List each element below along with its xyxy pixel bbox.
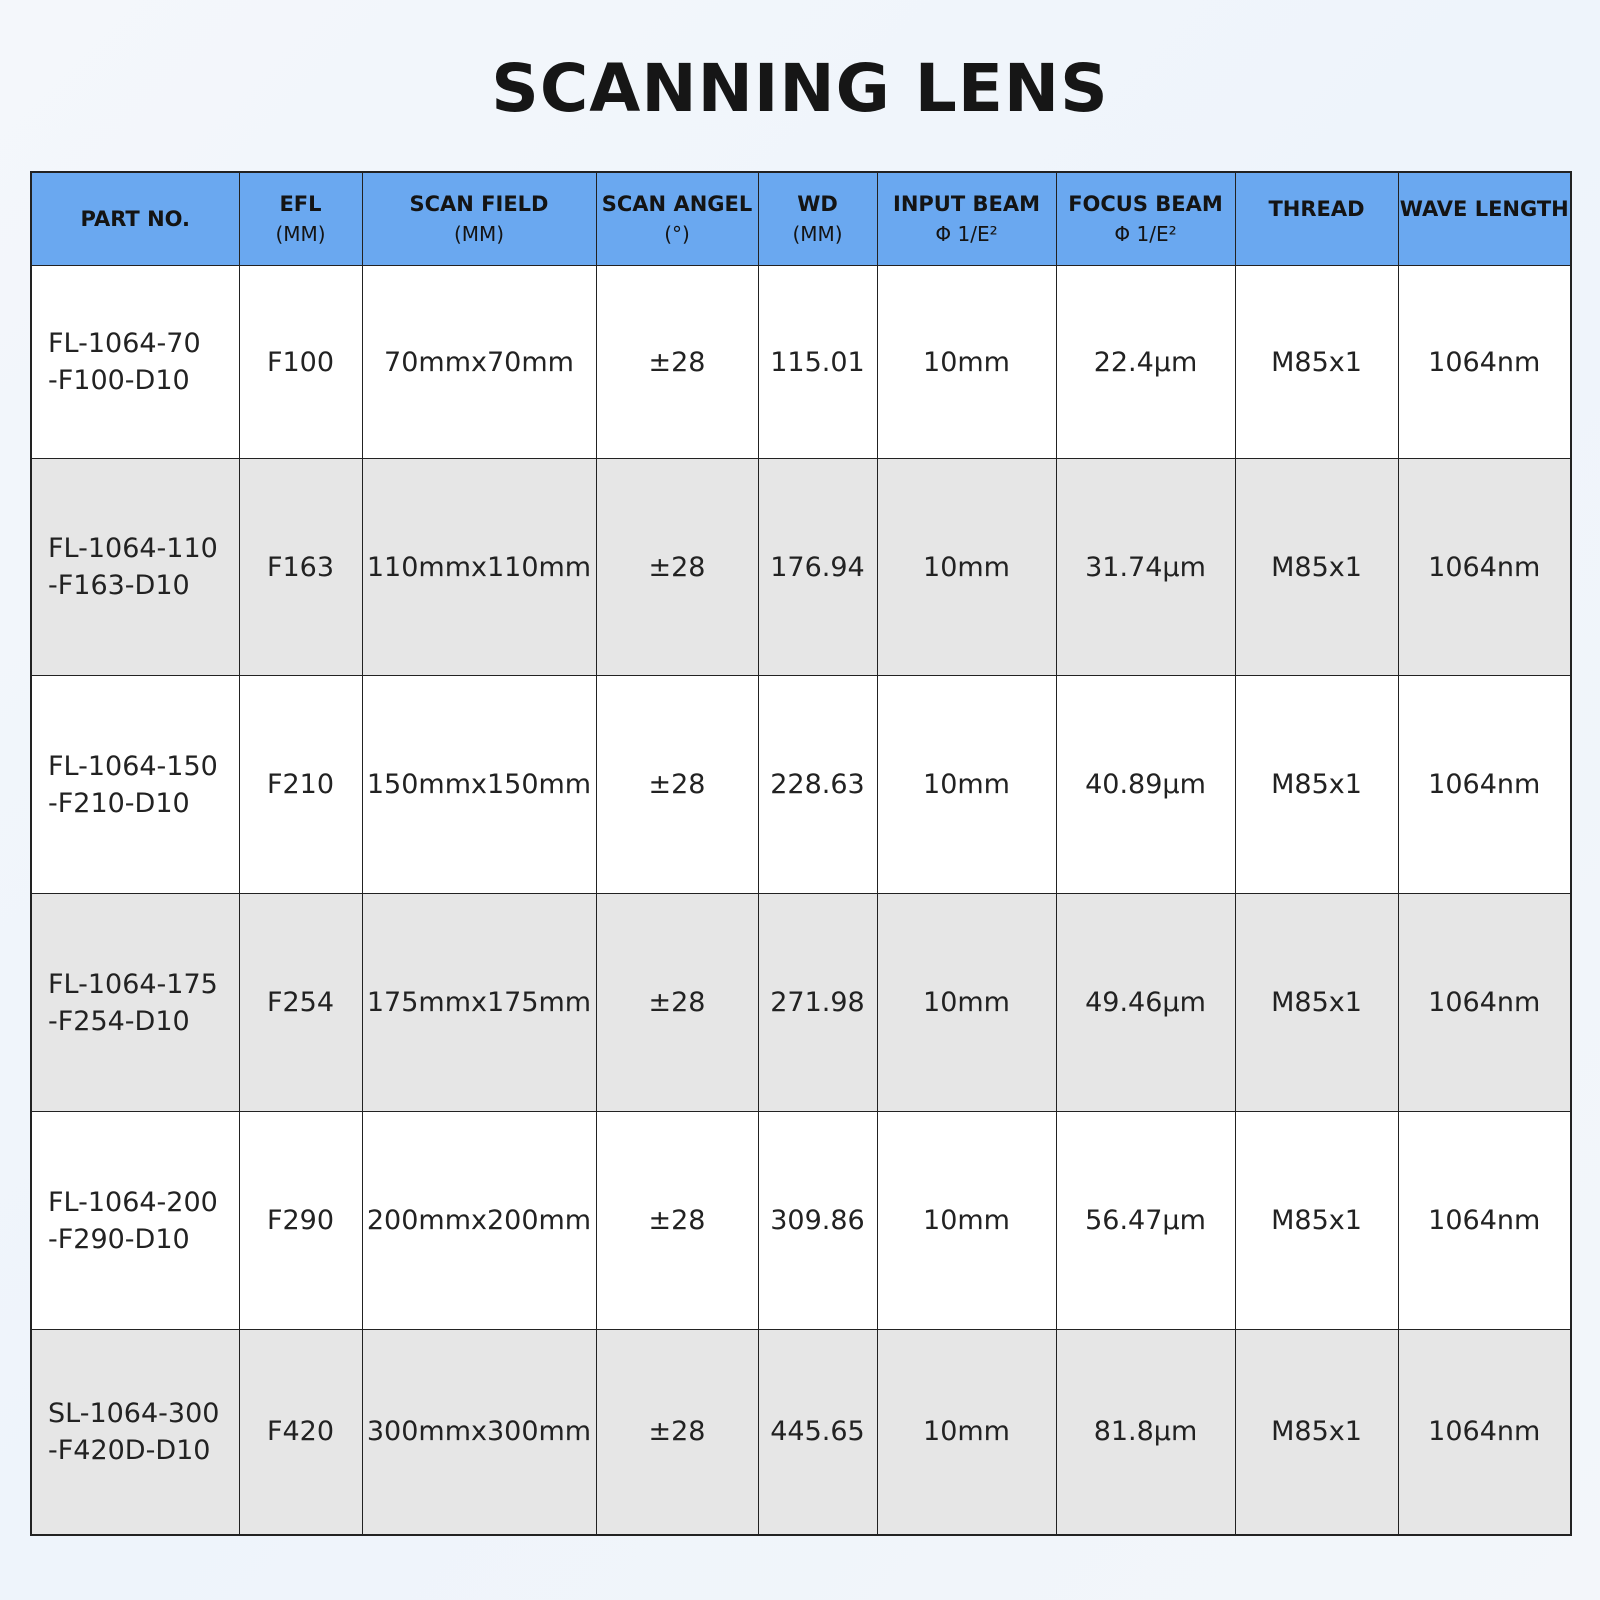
efl-cell: F210 <box>239 676 362 894</box>
part-no-line: FL-1064-200 <box>48 1186 218 1218</box>
header-row <box>31 172 1571 266</box>
header-unit: (MM) <box>792 222 843 246</box>
thread-cell: M85x1 <box>1235 676 1398 894</box>
header-label: INPUT BEAM <box>893 192 1040 216</box>
part-no-cell <box>31 676 239 894</box>
part-no-line: -F420D-D10 <box>48 1434 211 1466</box>
scan-field-cell: 150mmx150mm <box>362 676 596 894</box>
part-no-line: FL-1064-175 <box>48 968 218 1000</box>
part-no-cell <box>31 1112 239 1330</box>
header-label: SCAN ANGEL <box>601 192 753 216</box>
table-row <box>31 266 1571 459</box>
wd-cell: 228.63 <box>758 676 877 894</box>
header-label: SCAN FIELD <box>409 192 549 216</box>
part-no-line: FL-1064-150 <box>48 750 218 782</box>
efl-cell: F100 <box>239 266 362 459</box>
scan-angle-cell: ±28 <box>596 894 758 1112</box>
scan-angle-cell: ±28 <box>596 459 758 676</box>
input-beam-cell: 10mm <box>877 459 1056 676</box>
thread-cell: M85x1 <box>1235 266 1398 459</box>
wd-cell: 445.65 <box>758 1330 877 1535</box>
header-efl <box>239 172 362 266</box>
part-no-line: -F100-D10 <box>48 365 190 396</box>
scan-field-cell: 110mmx110mm <box>362 459 596 676</box>
header-thread <box>1235 172 1398 266</box>
part-no-line: -F290-D10 <box>48 1223 190 1255</box>
wd-cell: 271.98 <box>758 894 877 1112</box>
header-input-beam <box>877 172 1056 266</box>
efl-cell: F420 <box>239 1330 362 1535</box>
part-no-line: FL-1064-70 <box>48 328 201 359</box>
header-unit: (MM) <box>275 222 326 246</box>
thread-cell: M85x1 <box>1235 894 1398 1112</box>
scan-field-cell: 200mmx200mm <box>362 1112 596 1330</box>
table-row <box>31 676 1571 894</box>
thread-cell: M85x1 <box>1235 1330 1398 1535</box>
part-no-line: -F163-D10 <box>48 570 190 601</box>
header-scan-field <box>362 172 596 266</box>
table-row <box>31 894 1571 1112</box>
table-row <box>31 1330 1571 1535</box>
efl-cell: F290 <box>239 1112 362 1330</box>
spec-table <box>30 171 1572 1536</box>
part-no-cell <box>31 459 239 676</box>
wd-cell: 115.01 <box>758 266 877 459</box>
part-no-cell <box>31 894 239 1112</box>
header-focus-beam <box>1056 172 1235 266</box>
focus-beam-cell: 22.4μm <box>1056 266 1235 459</box>
scan-angle-cell: ±28 <box>596 1112 758 1330</box>
focus-beam-cell: 40.89μm <box>1056 676 1235 894</box>
header-wavelength <box>1398 172 1571 266</box>
table-row <box>31 1112 1571 1330</box>
input-beam-cell: 10mm <box>877 1330 1056 1535</box>
header-label: THREAD <box>1268 197 1365 221</box>
wavelength-cell: 1064nm <box>1398 894 1571 1112</box>
focus-beam-cell: 49.46μm <box>1056 894 1235 1112</box>
efl-cell: F254 <box>239 894 362 1112</box>
header-unit: (MM) <box>453 222 505 246</box>
header-unit: (°) <box>664 222 690 246</box>
input-beam-cell: 10mm <box>877 1112 1056 1330</box>
scan-angle-cell: ±28 <box>596 266 758 459</box>
wavelength-cell: 1064nm <box>1398 266 1571 459</box>
input-beam-cell: 10mm <box>877 894 1056 1112</box>
part-no-line: -F254-D10 <box>48 1005 190 1037</box>
wd-cell: 309.86 <box>758 1112 877 1330</box>
part-no-line: SL-1064-300 <box>48 1397 220 1429</box>
wavelength-cell: 1064nm <box>1398 676 1571 894</box>
header-label: PART NO. <box>80 207 191 231</box>
wavelength-cell: 1064nm <box>1398 459 1571 676</box>
input-beam-cell: 10mm <box>877 266 1056 459</box>
wavelength-cell: 1064nm <box>1398 1330 1571 1535</box>
wavelength-cell: 1064nm <box>1398 1112 1571 1330</box>
header-part-no <box>31 172 239 266</box>
part-no-cell <box>31 266 239 459</box>
page-title: SCANNING LENS <box>491 50 1109 127</box>
scan-angle-cell: ±28 <box>596 1330 758 1535</box>
thread-cell: M85x1 <box>1235 459 1398 676</box>
header-unit: Φ 1/E² <box>935 222 998 246</box>
efl-cell: F163 <box>239 459 362 676</box>
part-no-cell <box>31 1330 239 1535</box>
scan-field-cell: 300mmx300mm <box>362 1330 596 1535</box>
table-row <box>31 459 1571 676</box>
header-label: FOCUS BEAM <box>1068 192 1223 216</box>
focus-beam-cell: 81.8μm <box>1056 1330 1235 1535</box>
scan-angle-cell: ±28 <box>596 676 758 894</box>
focus-beam-cell: 31.74μm <box>1056 459 1235 676</box>
scan-field-cell: 70mmx70mm <box>362 266 596 459</box>
header-scan-angle <box>596 172 758 266</box>
header-label: WD <box>797 192 838 216</box>
header-label: EFL <box>279 192 322 216</box>
part-no-line: -F210-D10 <box>48 787 190 819</box>
header-label: WAVE LENGTH <box>1399 197 1569 221</box>
header-wd <box>758 172 877 266</box>
scan-field-cell: 175mmx175mm <box>362 894 596 1112</box>
thread-cell: M85x1 <box>1235 1112 1398 1330</box>
header-unit: Φ 1/E² <box>1114 222 1177 246</box>
part-no-line: FL-1064-110 <box>48 533 218 564</box>
focus-beam-cell: 56.47μm <box>1056 1112 1235 1330</box>
wd-cell: 176.94 <box>758 459 877 676</box>
input-beam-cell: 10mm <box>877 676 1056 894</box>
